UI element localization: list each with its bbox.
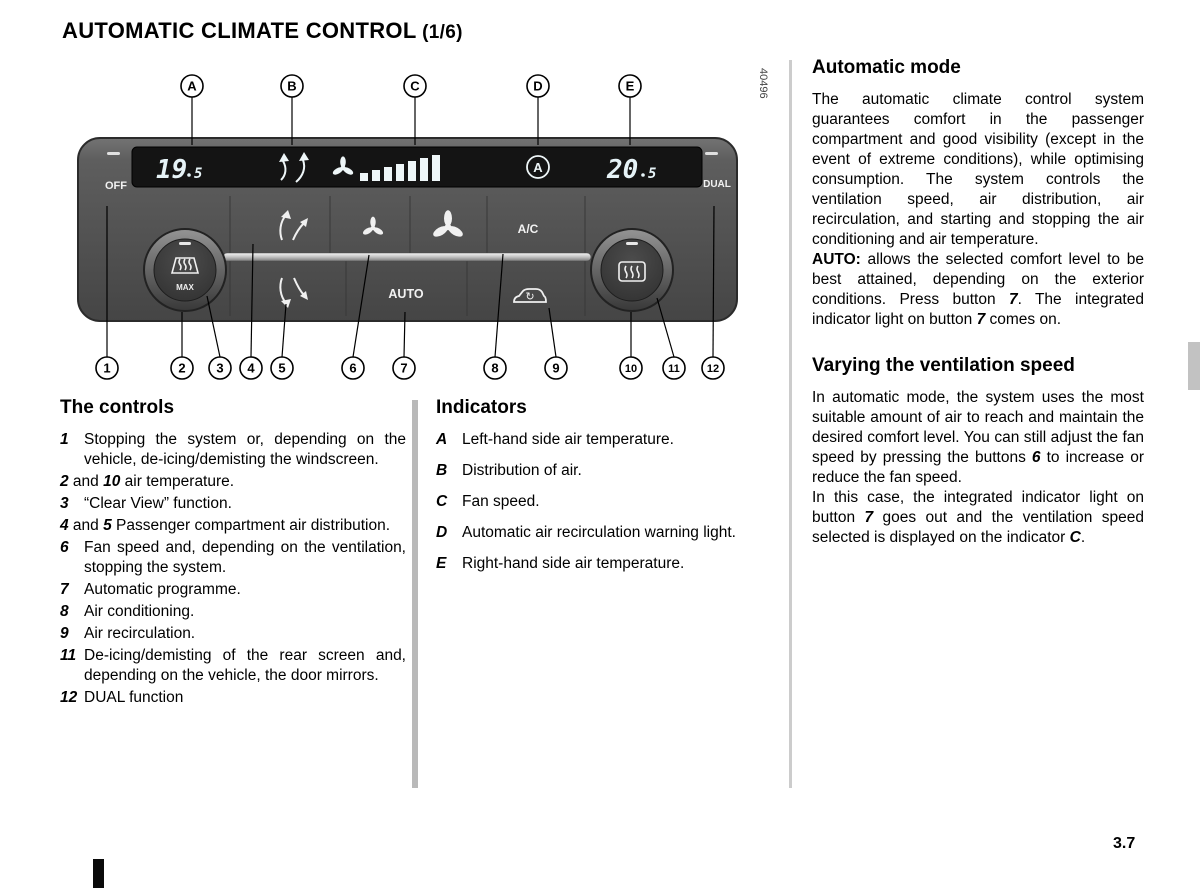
- indicators-section: [436, 398, 766, 585]
- control-text: De-icing/demisting of the rear screen and, depending on the vehicle, the door mirrors.: [84, 647, 406, 684]
- svg-text:3: 3: [216, 360, 224, 376]
- indicator-item-E: [436, 554, 766, 574]
- indicator-letter: A: [436, 431, 448, 448]
- indicator-item-C: [436, 492, 766, 512]
- control-number: 11: [60, 647, 77, 664]
- figure-ref-number: 40496: [757, 68, 769, 99]
- svg-text:6: 6: [349, 360, 357, 376]
- control-item-7: [60, 580, 406, 600]
- control-number: 3: [60, 495, 69, 512]
- svg-text:5: 5: [194, 166, 203, 182]
- text-segment: to increase or reduce the fan speed.: [812, 449, 1144, 486]
- indicator-item-B: [436, 461, 766, 481]
- right-column: [812, 58, 1144, 548]
- climate-panel-figure: [60, 56, 775, 400]
- indicator-text: Fan speed.: [462, 493, 540, 510]
- section-tab-marker: [1188, 342, 1200, 390]
- text-segment: comes on.: [985, 311, 1062, 328]
- text-segment: goes out and the ventilation speed selected is displayed on the indicator: [812, 509, 1144, 546]
- callout-A: [181, 75, 203, 145]
- climate-control-panel: [78, 138, 737, 321]
- control-item-6: [60, 538, 406, 578]
- control-text: Stopping the system or, depending on the vehicle, de-icing/demisting the windscreen.: [84, 431, 406, 468]
- text-segment: . The integrated indicator light on button: [812, 291, 1144, 328]
- climate-panel-svg: [60, 56, 775, 400]
- control-item-9: [60, 624, 406, 644]
- svg-text:20: 20: [607, 155, 639, 185]
- svg-text:19: 19: [156, 155, 188, 185]
- ventilation-speed-para2: [812, 488, 1144, 548]
- control-text: Passenger compartment air distribution.: [111, 517, 391, 534]
- control-item-11: [60, 646, 406, 686]
- control-text: Automatic programme.: [84, 581, 241, 598]
- dual-button-mark[interactable]: [705, 152, 718, 155]
- control-number: 10: [103, 473, 121, 490]
- left-temperature-knob[interactable]: [144, 229, 226, 311]
- control-text: air temperature.: [120, 473, 235, 490]
- control-number: 5: [103, 517, 112, 534]
- indicator-letter: E: [436, 555, 447, 572]
- controls-heading: The controls: [60, 397, 175, 418]
- control-text: DUAL function: [84, 689, 184, 706]
- svg-text:2: 2: [178, 360, 186, 376]
- automatic-mode-para1: The automatic climate control system guarantees comfort in the passenger compartment and good visibility (except in the event of extreme conditions), while optimising consumption. The system controls the ventilation speed, air distribution, air recirculation, and starting and stopping the air conditioning and air temperature.: [812, 91, 1144, 248]
- page-title: [62, 18, 463, 44]
- callout-D: [527, 75, 549, 145]
- svg-text:D: D: [533, 78, 543, 94]
- indicator-text: Distribution of air.: [462, 462, 582, 479]
- right-column-divider: [789, 60, 792, 788]
- button-ref-7: 7: [864, 509, 874, 526]
- text-segment: .: [1080, 529, 1086, 546]
- control-number: 6: [60, 539, 69, 556]
- page-number: 3.7: [1113, 835, 1136, 852]
- button-ref-7: 7: [1008, 291, 1018, 308]
- print-registration-mark: [93, 859, 104, 888]
- auto-bold: AUTO:: [812, 251, 861, 268]
- off-button-mark[interactable]: [107, 152, 120, 155]
- control-number: 2: [60, 473, 69, 490]
- callout-10: [620, 312, 642, 379]
- control-item-2-10: [60, 472, 406, 492]
- svg-text:5: 5: [648, 166, 657, 182]
- button-ref-6: 6: [1031, 449, 1041, 466]
- svg-text:E: E: [625, 78, 635, 94]
- control-item-8: [60, 602, 406, 622]
- auto-button-label[interactable]: AUTO: [388, 287, 424, 301]
- control-text: “Clear View” function.: [84, 495, 232, 512]
- callout-2: [171, 312, 193, 379]
- indicator-item-A: [436, 430, 766, 450]
- svg-text:5: 5: [278, 360, 286, 376]
- control-number: 12: [60, 689, 78, 706]
- control-text: Air recirculation.: [84, 625, 196, 642]
- indicator-letter: B: [436, 462, 448, 479]
- column-divider: [412, 400, 418, 788]
- svg-text:A: A: [533, 160, 543, 175]
- indicator-text: Right-hand side air temperature.: [462, 555, 685, 572]
- text-segment: allows the selected comfort level to be best attained, depending on the exterior conditions. Press button: [812, 251, 1144, 308]
- svg-text:C: C: [410, 78, 420, 94]
- svg-text:10: 10: [624, 363, 638, 375]
- control-number: 9: [60, 625, 69, 642]
- control-text: Fan speed and, depending on the ventilation, stopping the system.: [84, 539, 406, 576]
- control-number: 1: [60, 431, 69, 448]
- control-number: 7: [60, 581, 69, 598]
- indicator-letter: D: [436, 524, 448, 541]
- page-title-suffix: (1/6): [416, 22, 463, 43]
- callout-C: [404, 75, 426, 145]
- indicators-heading: Indicators: [436, 397, 527, 418]
- text-segment: In automatic mode, the system uses the most suitable amount of air to reach and maintain the desired comfort level. You can still adjust the fan speed by pressing the buttons: [812, 389, 1144, 466]
- max-label: MAX: [176, 283, 194, 292]
- off-button-label: OFF: [105, 180, 127, 192]
- indicator-ref-C: C: [1069, 529, 1081, 546]
- button-ref-7: 7: [976, 311, 986, 328]
- control-number: 4: [60, 517, 69, 534]
- automatic-mode-para2: [812, 250, 1144, 330]
- control-item-3: [60, 494, 406, 514]
- dual-button-label: DUAL: [703, 179, 731, 190]
- svg-text:11: 11: [668, 363, 680, 375]
- control-item-4-5: [60, 516, 406, 536]
- text-segment: In this case, the integrated indicator light on button: [812, 489, 1144, 526]
- svg-text:7: 7: [400, 360, 408, 376]
- svg-text:9: 9: [552, 360, 560, 376]
- control-mid: and: [68, 517, 104, 534]
- page-title-main: AUTOMATIC CLIMATE CONTROL: [62, 18, 417, 43]
- automatic-mode-heading: Automatic mode: [812, 57, 961, 78]
- control-mid: and: [68, 473, 104, 490]
- chrome-strip: [223, 253, 591, 261]
- svg-text:B: B: [287, 78, 297, 94]
- callout-7: [393, 312, 415, 379]
- indicator-text: Automatic air recirculation warning light.: [462, 524, 736, 541]
- control-item-1: [60, 430, 406, 470]
- controls-section: [60, 398, 406, 710]
- svg-text:4: 4: [247, 360, 255, 376]
- indicator-item-D: [436, 523, 766, 543]
- callout-B: [281, 75, 303, 145]
- ventilation-speed-heading: Varying the ventilation speed: [812, 355, 1075, 376]
- svg-text:A: A: [187, 78, 197, 94]
- control-item-12: [60, 688, 406, 708]
- svg-text:8: 8: [491, 360, 499, 376]
- callout-E: [619, 75, 641, 145]
- right-temperature-knob[interactable]: [591, 229, 673, 311]
- ventilation-speed-para1: [812, 388, 1144, 488]
- svg-text:12: 12: [706, 363, 720, 375]
- control-text: Air conditioning.: [84, 603, 195, 620]
- indicator-letter: C: [436, 493, 448, 510]
- indicator-text: Left-hand side air temperature.: [462, 431, 674, 448]
- recirculation-arrow-icon: ↻: [525, 291, 535, 303]
- control-number: 8: [60, 603, 69, 620]
- ac-button-label[interactable]: A/C: [517, 222, 539, 236]
- svg-text:1: 1: [103, 360, 111, 376]
